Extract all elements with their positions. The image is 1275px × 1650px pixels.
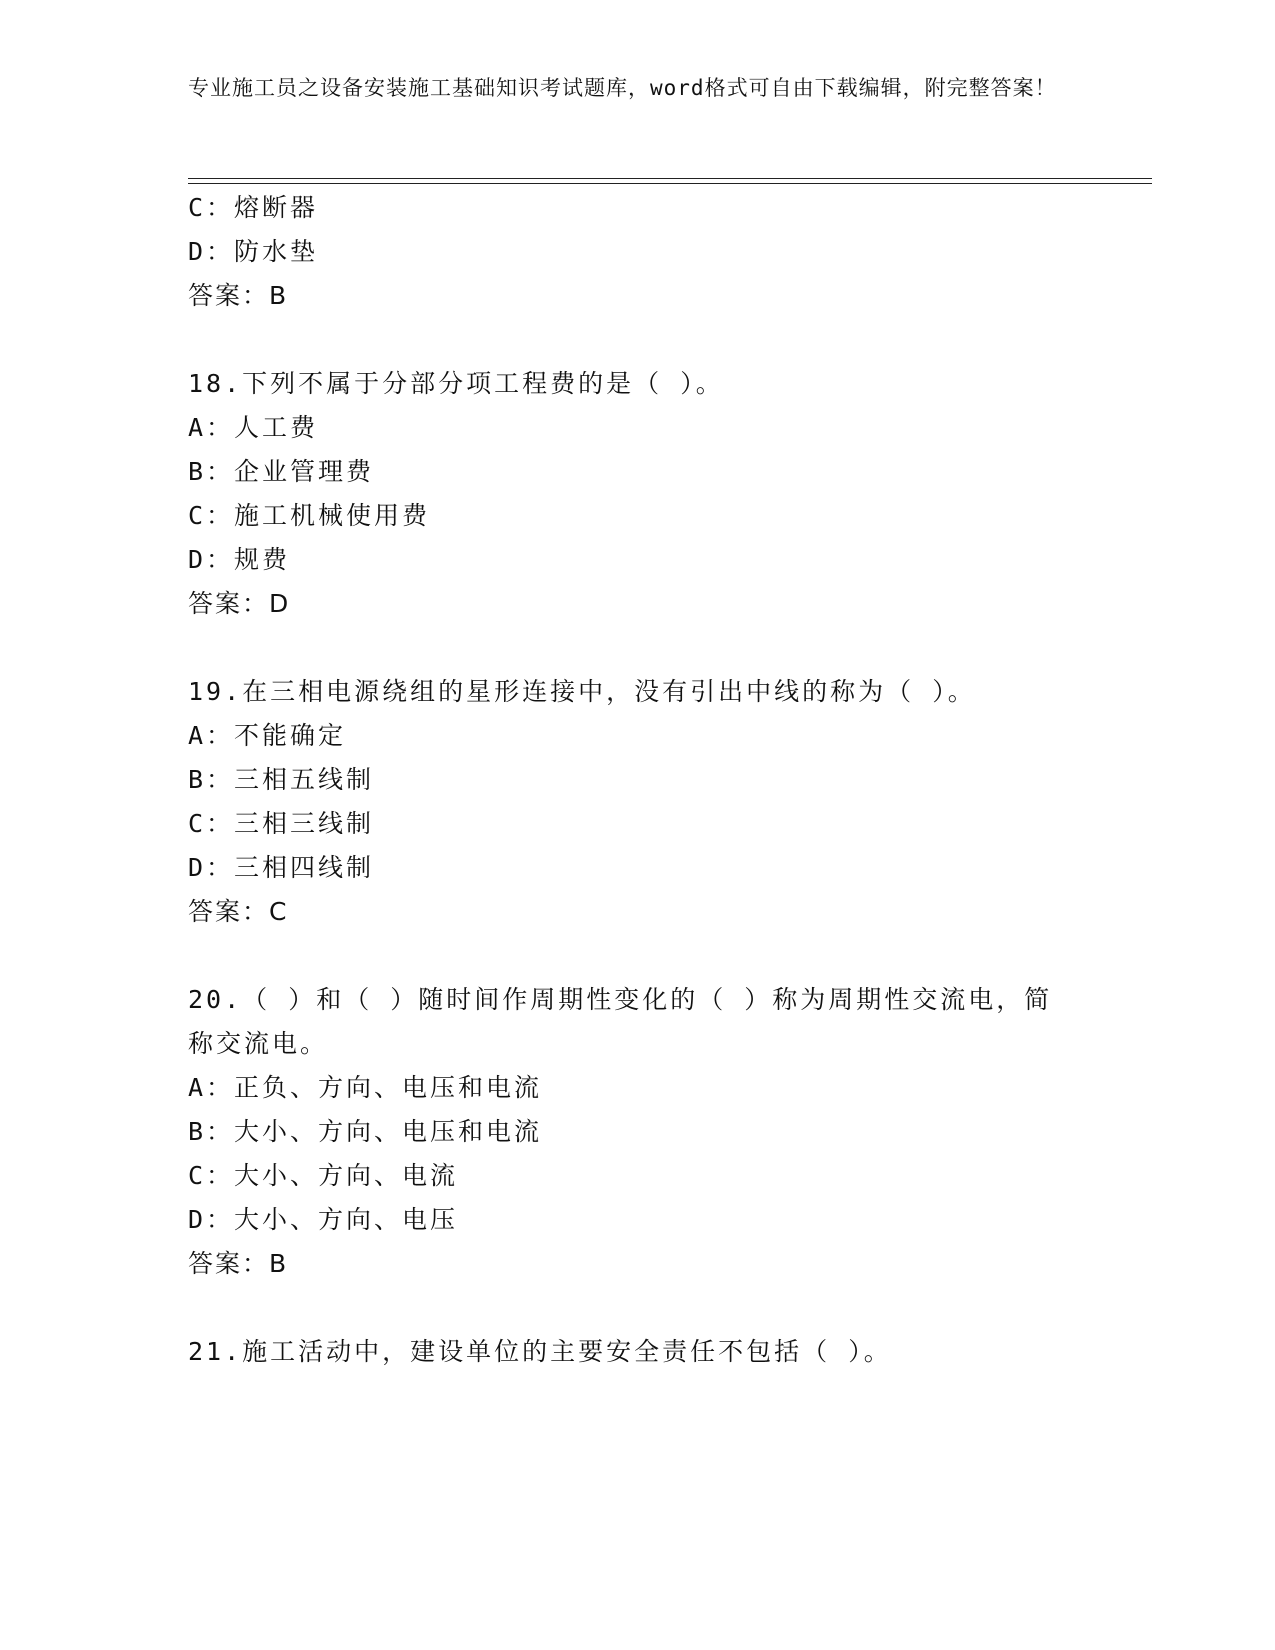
q17-answer: 答案：B [188, 281, 289, 310]
q17-option-c: C：熔断器 [188, 193, 319, 222]
q18-option-a: A：人工费 [188, 413, 319, 442]
q18-question: 18.下列不属于分部分项工程费的是（ ）。 [188, 369, 724, 398]
q20-option-d: D：大小、方向、电压 [188, 1205, 459, 1234]
q18-option-c: C：施工机械使用费 [188, 501, 431, 530]
q20-answer: 答案：B [188, 1249, 289, 1278]
q20-question-line2: 称交流电。 [188, 1029, 329, 1058]
q19-option-c: C：三相三线制 [188, 809, 375, 838]
q17-option-d: D：防水垫 [188, 237, 319, 266]
q19-option-b: B：三相五线制 [188, 765, 375, 794]
q19-question: 19.在三相电源绕组的星形连接中，没有引出中线的称为（ ）。 [188, 677, 976, 706]
q20-option-a: A：正负、方向、电压和电流 [188, 1073, 543, 1102]
q20-option-b: B：大小、方向、电压和电流 [188, 1117, 543, 1146]
q18-option-b: B：企业管理费 [188, 457, 375, 486]
q18-answer: 答案：D [188, 589, 291, 618]
q19-option-a: A：不能确定 [188, 721, 347, 750]
q18-option-d: D：规费 [188, 545, 291, 574]
q20-option-c: C：大小、方向、电流 [188, 1161, 459, 1190]
q20-question-line1: 20.（ ）和（ ）随时间作周期性变化的（ ）称为周期性交流电，简 [188, 985, 1053, 1014]
q19-option-d: D：三相四线制 [188, 853, 375, 882]
header-rule-top [188, 178, 1152, 179]
document-header: 专业施工员之设备安装施工基础知识考试题库，word格式可自由下载编辑，附完整答案！ [188, 76, 1057, 100]
q21-question: 21.施工活动中，建设单位的主要安全责任不包括（ ）。 [188, 1337, 892, 1366]
header-rule-bottom [188, 183, 1152, 184]
q19-answer: 答案：C [188, 897, 289, 926]
